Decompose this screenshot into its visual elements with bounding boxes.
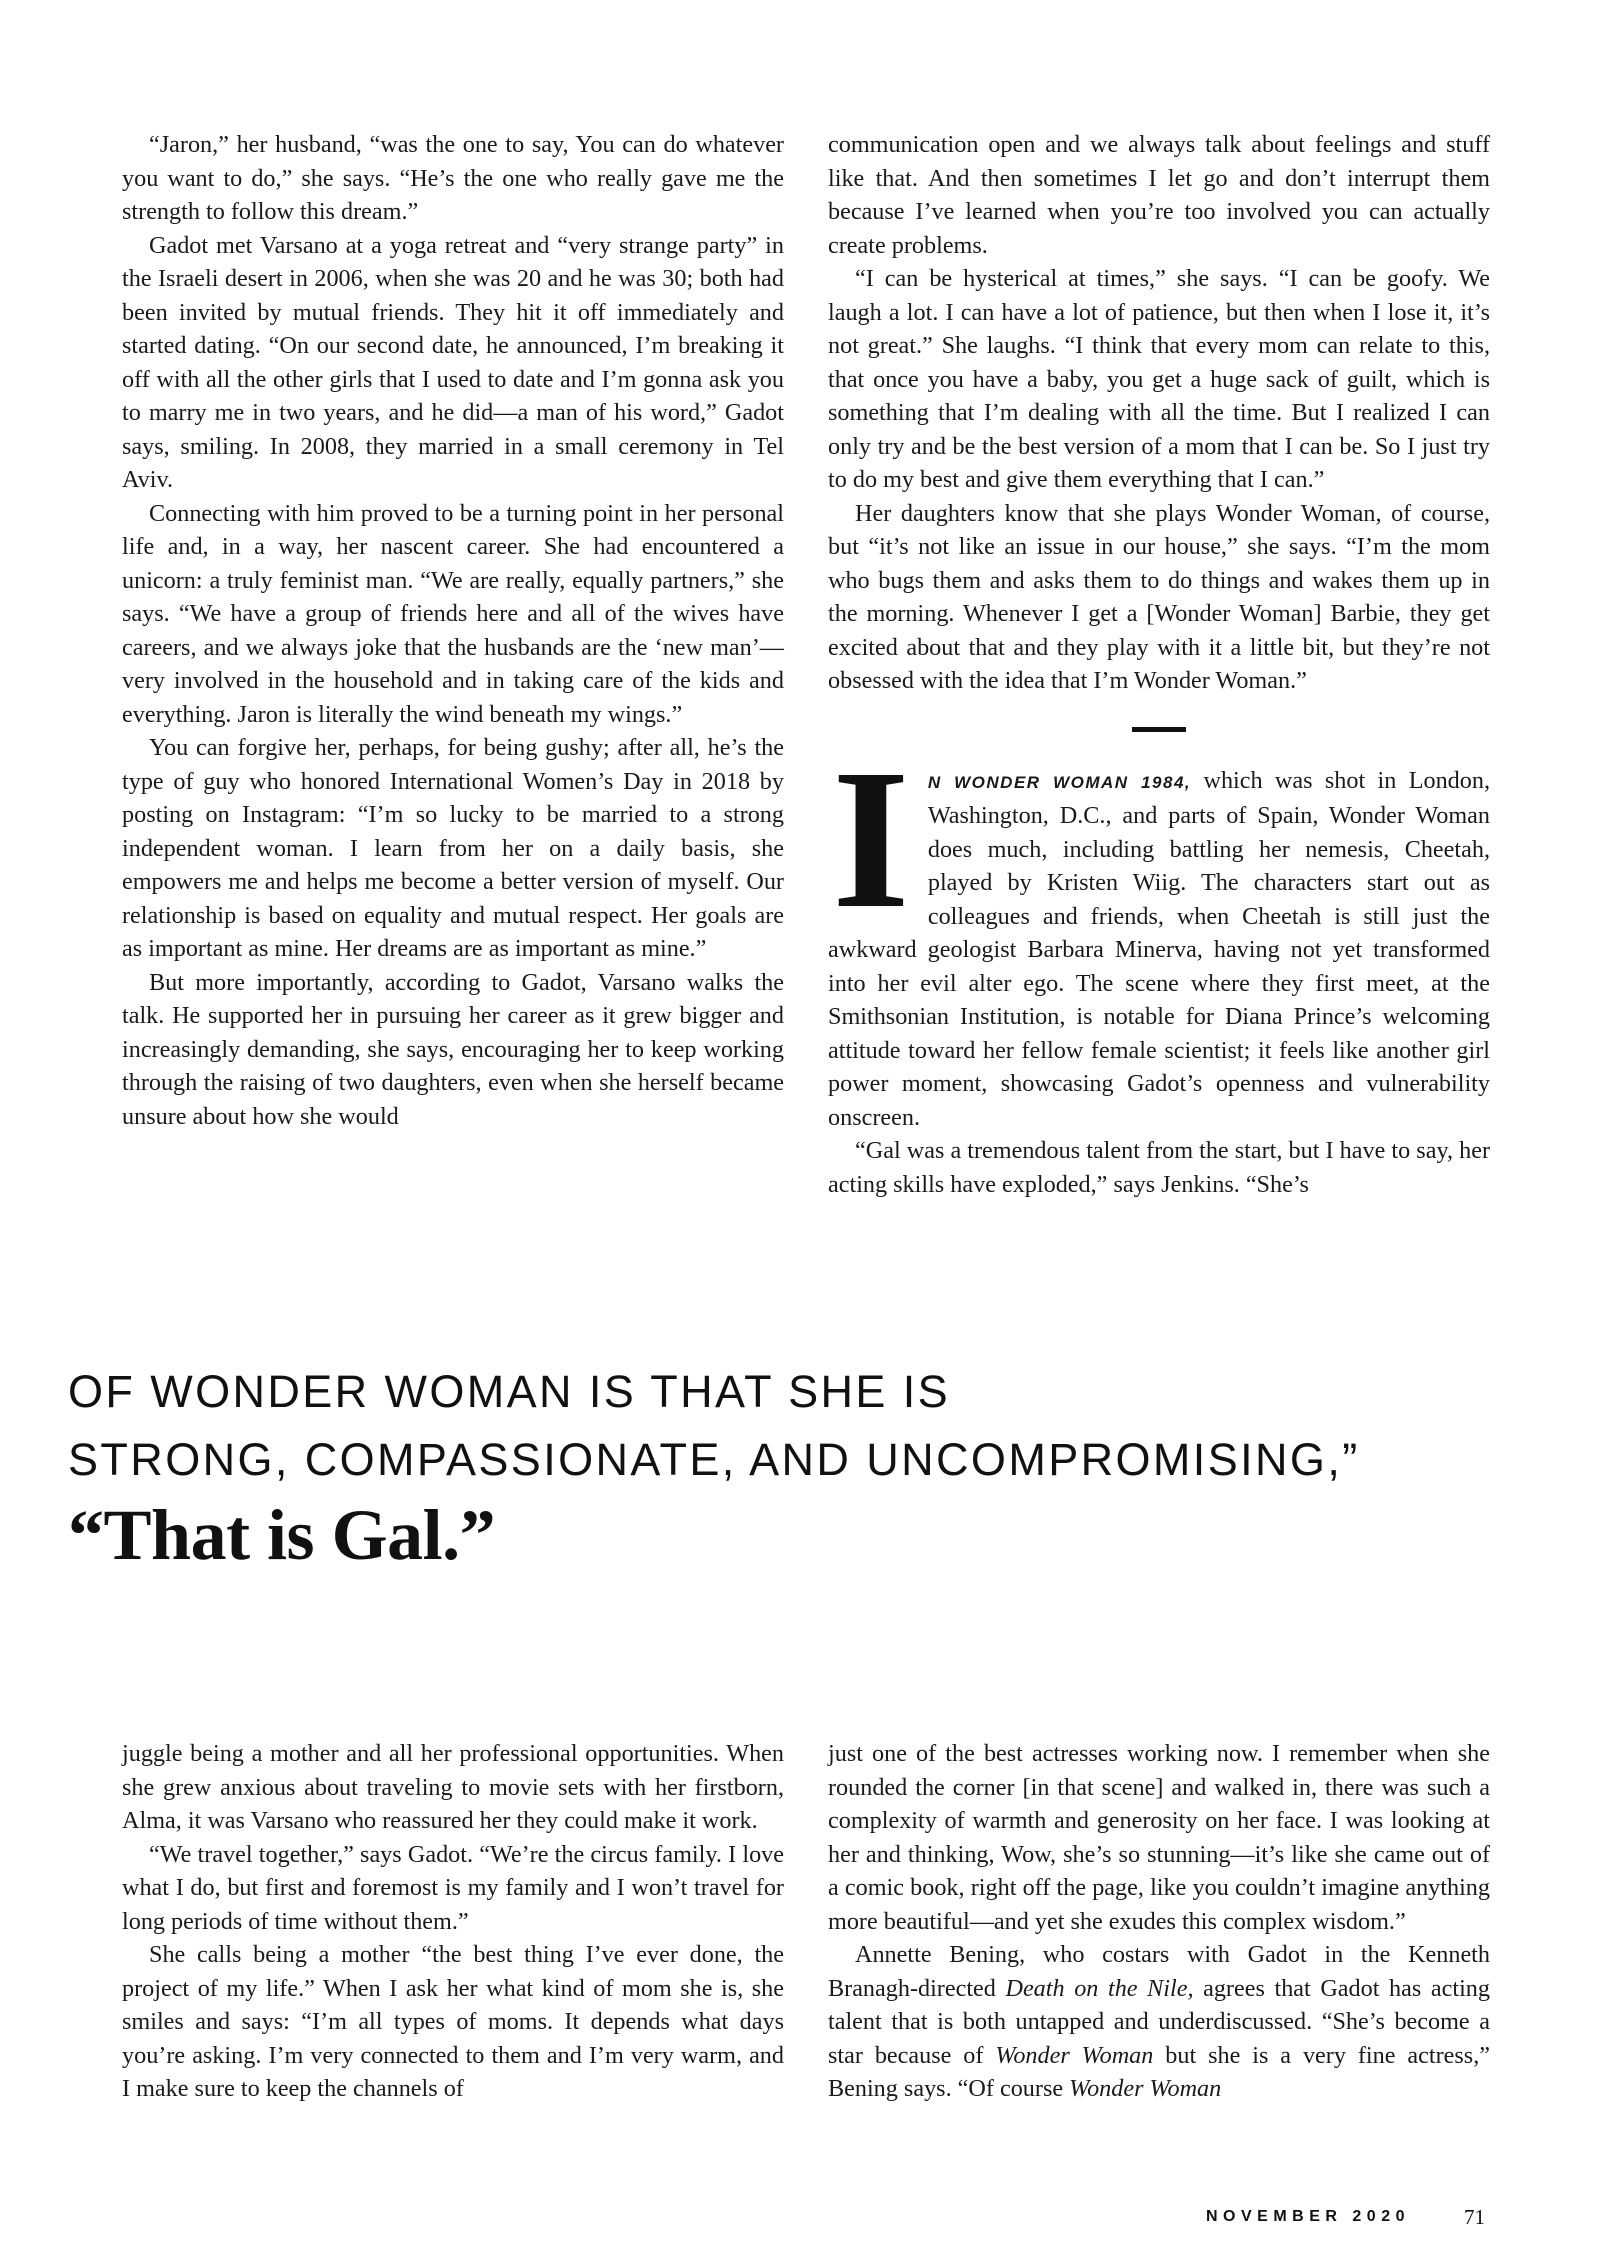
article-paragraph: You can forgive her, perhaps, for being gushy; after all, he’s the type of guy who honored International Women’s Day in 2018 by posting on Instagram: “I’m so lucky to be married to a strong independent woman. I learn from her on a daily basis, she empowers me and helps me become a better version of myself. Our relationship is based on equality and mutual respect. Her goals are as important as mine. Her dreams are as important as mine.” xyxy=(122,734,784,962)
page-number: 71 xyxy=(1464,2205,1485,2229)
section-paragraph-text: which was shot in London, Washington, D.C., and parts of Spain, Wonder Woman does much, including battling her nemesis, Cheetah, played by Kristen Wiig. The characters start out as colleagues and friends, when Cheetah is still just the awkward geologist Barbara Minerva, having not yet transformed into her evil alter ego. The scene where they first meet, at the Smithsonian Institution, is notable for Diana Prince’s welcoming attitude toward her fellow female scientist; it feels like another girl power moment, showcasing Gadot’s openness and vulnerability onscreen. xyxy=(828,766,1490,1131)
issue-date: NOVEMBER 2020 xyxy=(1206,2208,1410,2225)
paragraph-text: Annette Bening, who costars with Gadot in the Kenneth Branagh-directed xyxy=(828,1941,1490,2002)
article-paragraph: just one of the best actresses working now. I remember when she rounded the corner [in that scene] and walked in, there was such a complexity of warmth and generosity on her face. I was looking at her and thinking, Wow, she’s so stunning—it’s like she came out of a comic book, right off the page, like you couldn’t imagine anything more beautiful—and yet she exudes this complex wisdom.” xyxy=(828,1740,1490,1935)
article-paragraph xyxy=(828,1938,1490,2106)
article-paragraph: “We travel together,” says Gadot. “We’re the circus family. I love what I do, but first and foremost is my family and I won’t travel for long periods of time without them.” xyxy=(122,1840,784,1935)
section-divider xyxy=(1132,727,1186,732)
article-column-top-right xyxy=(828,128,1490,1201)
film-title: Wonder Woman xyxy=(1069,2075,1222,2102)
article-column-bottom-right xyxy=(828,1737,1490,2106)
pull-quote-line-2: STRONG, COMPASSIONATE, AND UNCOMPROMISING,” xyxy=(68,1434,1360,1485)
article-paragraph: “Gal was a tremendous talent from the start, but I have to say, her acting skills have exploded,” says Jenkins. “She’s xyxy=(828,1137,1490,1198)
article-paragraph: Gadot met Varsano at a yoga retreat and “very strange party” in the Israeli desert in 2006, when she was 20 and he was 30; both had been invited by mutual friends. They hit it off immediately and started dating. “On our second date, he announced, I’m breaking it off with all the other girls that I used to date and I’m gonna ask you to marry me in two years, and he did—a man of his word,” Gadot says, smiling. In 2008, they married in a small ceremony in Tel Aviv. xyxy=(122,231,784,493)
film-title: Death on the Nile, xyxy=(1005,1974,1194,2002)
article-paragraph: Connecting with him proved to be a turning point in her personal life and, in a way, her nascent career. She had encountered a unicorn: a truly feminist man. “We are really, equally partners,” she says. “We have a group of friends here and all of the wives have careers, and we always joke that the husbands are the ‘new man’—very involved in the household and in taking care of the kids and everything. Jaron is literally the wind beneath my wings.” xyxy=(122,499,784,728)
article-paragraph: She calls being a mother “the best thing I’ve ever done, the project of my life.” When I ask her what kind of mom she is, she smiles and says: “I’m all types of moms. It depends what days you’re asking. I’m very connected to them and I’m very warm, and I make sure to keep the channels of xyxy=(122,1941,784,2102)
article-column-bottom-left xyxy=(122,1737,784,2106)
section-first-paragraph xyxy=(828,728,1490,1135)
article-paragraph: “I can be hysterical at times,” she says. “I can be goofy. We laugh a lot. I can have a lot of patience, but then when I lose it, it’s not great.” She laughs. “I think that every mom can relate to this, that once you have a baby, you get a huge sack of guilt, which is something that I’m dealing with all the time. But I realized I can only try and be the best version of a mom that I can be. So I just try to do my best and give them everything that I can.” xyxy=(828,265,1490,493)
section-opening xyxy=(828,728,1490,1135)
pull-quote-headline: “That is Gal.” xyxy=(68,1495,496,1575)
paragraph-text: but she is a very fine actress,” Bening says. “Of course xyxy=(828,2041,1490,2102)
paragraph-text: agrees that Gadot has acting talent that is both untapped and underdiscussed. “She’s become a star because of xyxy=(828,1974,1490,2069)
article-paragraph: juggle being a mother and all her professional opportunities. When she grew anxious about traveling to movie sets with her firstborn, Alma, it was Varsano who reassured her they could make it work. xyxy=(122,1740,784,1834)
article-paragraph: communication open and we always talk about feelings and stuff like that. And then sometimes I let go and don’t interrupt them because I’ve learned when you’re too involved you can actually create problems. xyxy=(828,131,1490,259)
drop-cap: I xyxy=(832,728,910,950)
article-paragraph: Her daughters know that she plays Wonder Woman, of course, but “it’s not like an issue in our house,” she says. “I’m the mom who bugs them and asks them to do things and wakes them up in the morning. Whenever I get a [Wonder Woman] Barbie, they get excited about that and they play with it a little bit, but they’re not obsessed with the idea that I’m Wonder Woman.” xyxy=(828,499,1490,694)
pull-quote-line-1: OF WONDER WOMAN IS THAT SHE IS xyxy=(68,1366,951,1417)
article-column-top-left xyxy=(122,128,784,1133)
article-paragraph: But more importantly, according to Gadot, Varsano walks the talk. He supported her in pursuing her career as it grew bigger and increasingly demanding, she says, encouraging her to keep working through the raising of two daughters, even when she herself became unsure about how she would xyxy=(122,968,784,1130)
film-title: Wonder Woman xyxy=(995,2041,1154,2069)
lead-in-text: N WONDER WOMAN 1984, xyxy=(927,772,1192,792)
article-paragraph: “Jaron,” her husband, “was the one to say, You can do whatever you want to do,” she says. “He’s the one who really gave me the strength to follow this dream.” xyxy=(122,131,784,225)
